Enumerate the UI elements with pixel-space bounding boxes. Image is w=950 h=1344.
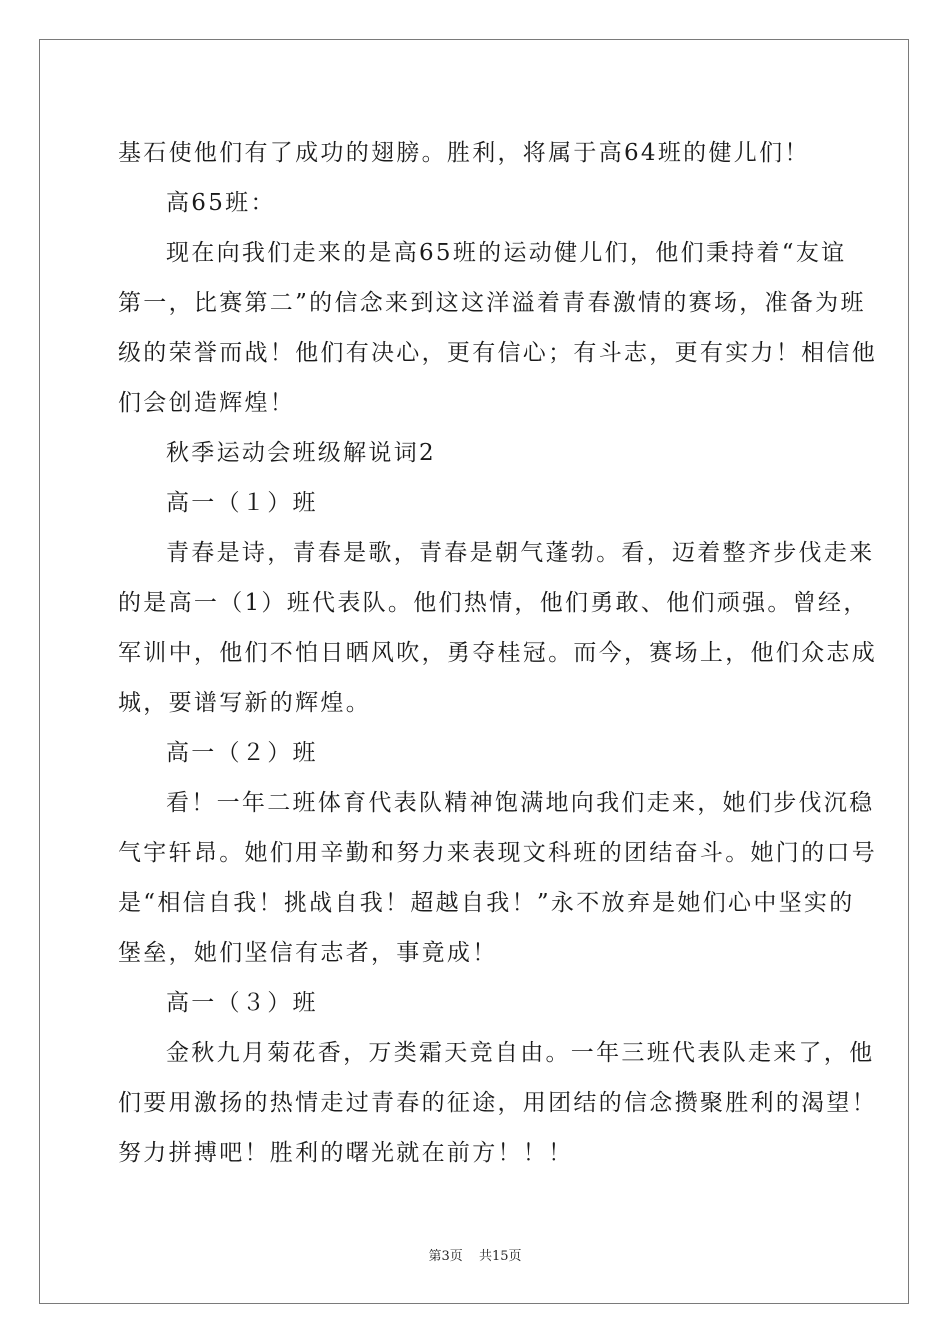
text-line: 气宇轩昂。她们用辛勤和努力来表现文科班的团结奋斗。她门的口号 — [118, 840, 877, 866]
text-line: 们会创造辉煌！ — [118, 390, 296, 416]
section-heading: 高65班： — [166, 190, 276, 216]
text-line: 的是高一（1）班代表队。他们热情，他们勇敢、他们顽强。曾经， — [118, 590, 869, 616]
text-line: 们要用激扬的热情走过青春的征途，用团结的信念攒聚胜利的渴望！ — [118, 1090, 877, 1116]
text-line: 努力拼搏吧！胜利的曙光就在前方！！！ — [118, 1140, 574, 1166]
text-line: 基石使他们有了成功的翅膀。胜利，将属于高64班的健儿们！ — [118, 140, 810, 166]
text-line: 堡垒，她们坚信有志者，事竟成！ — [118, 940, 498, 966]
section-heading: 高一（１）班 — [166, 490, 318, 516]
text-line: 看！一年二班体育代表队精神饱满地向我们走来，她们步伐沉稳 — [166, 790, 875, 816]
text-line: 金秋九月菊花香，万类霜天竞自由。一年三班代表队走来了，他 — [166, 1040, 875, 1066]
page-footer — [0, 1245, 950, 1264]
document-body — [118, 128, 877, 1178]
section-heading: 高一（２）班 — [166, 740, 318, 766]
text-line: 城，要谱写新的辉煌。 — [118, 690, 371, 716]
document-title: 秋季运动会班级解说词2 — [166, 440, 436, 466]
text-line: 青春是诗，青春是歌，青春是朝气蓬勃。看，迈着整齐步伐走来 — [166, 540, 875, 566]
text-line: 军训中，他们不怕日晒风吹，勇夺桂冠。而今，赛场上，他们众志成 — [118, 640, 877, 666]
section-heading: 高一（３）班 — [166, 990, 318, 1016]
text-line: 现在向我们走来的是高65班的运动健儿们，他们秉持着“友谊 — [166, 240, 847, 266]
text-line: 级的荣誉而战！他们有决心，更有信心；有斗志，更有实力！相信他 — [118, 340, 877, 366]
page-total: 共15页 — [478, 1249, 522, 1264]
page-number: 第3页 — [428, 1249, 463, 1264]
text-line: 第一，比赛第二”的信念来到这这洋溢着青春激情的赛场，准备为班 — [118, 290, 866, 316]
text-line: 是“相信自我！挑战自我！超越自我！”永不放弃是她们心中坚实的 — [118, 890, 855, 916]
